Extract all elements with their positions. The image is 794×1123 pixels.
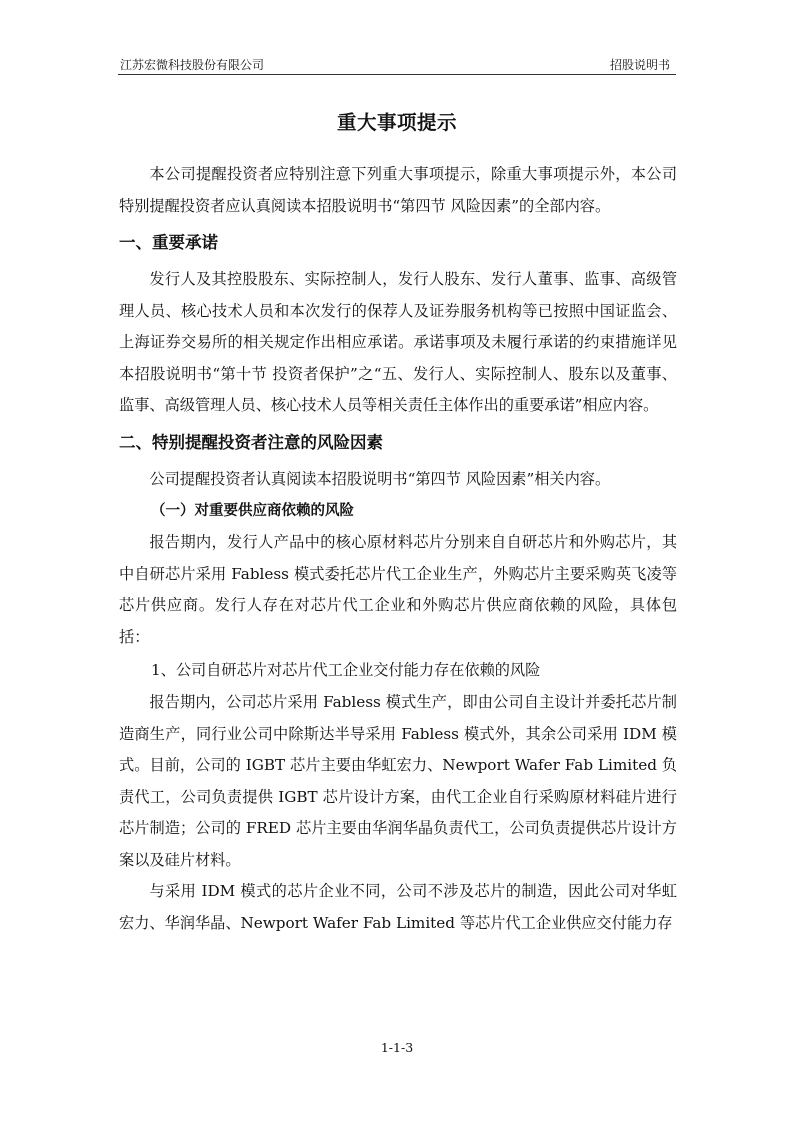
page-title: 重大事项提示 xyxy=(336,111,457,134)
commitments-paragraph: 发行人及其控股股东、实际控制人，发行人股东、发行人董事、监事、高级管理人员、核心技术人员和本次发行的保荐人及证券服务机构等已按照中国证监会、上海证券交易所的相关规定作出相应承诺。承诺事项及未履行承诺的约束措施详见本招股说明书“第十节 投资者保护”之“五、发行人、实际控制人、股东以及董事、监事、高级管理人员、核心技术人员等相关责任主体作出的重要承诺”相应内容。 xyxy=(119,270,677,414)
document-body xyxy=(119,159,677,939)
supplier-dependence-paragraph: 报告期内，发行人产品中的核心原材料芯片分别来自自研芯片和外购芯片，其中自研芯片采用 Fabless 模式委托芯片代工企业生产，外购芯片主要采购英飞凌等芯片供应商。发行人存在对芯片代工企业和外购芯片供应商依赖的风险，具体包括： xyxy=(119,533,677,646)
risk-factors-paragraph: 公司提醒投资者认真阅读本招股说明书“第四节 风险因素”相关内容。 xyxy=(149,469,611,488)
subsection-heading-supplier-dependence: （一）对重要供应商依赖的风险 xyxy=(151,503,354,519)
intro-paragraph: 本公司提醒投资者应特别注意下列重大事项提示，除重大事项提示外，本公司特别提醒投资者应认真阅读本招股说明书“第四节 风险因素”的全部内容。 xyxy=(119,165,677,215)
page-header xyxy=(118,57,676,75)
section-heading-risk-factors: 二、特别提醒投资者注意的风险因素 xyxy=(119,432,383,452)
item-heading-foundry-dependence: 1、公司自研芯片对芯片代工企业交付能力存在依赖的风险 xyxy=(151,661,541,679)
header-company-name: 江苏宏微科技股份有限公司 xyxy=(120,58,265,72)
foundry-dependence-paragraph-1: 报告期内，公司芯片采用 Fabless 模式生产，即由公司自主设计并委托芯片制造商生产，同行业公司中除斯达半导采用 Fabless 模式外，其余公司采用 IDM 模式。目前，公司的 IGBT 芯片主要由华虹宏力、Newport Wafer Fab Limited 负责代工，公司负责提供 IGBT 芯片设计方案，由代工企业自行采购原材料硅片进行芯片制造；公司的 FRED 芯片主要由华润华晶负责代工，公司负责提供芯片设计方案以及硅片材料。 xyxy=(119,693,677,869)
section-heading-commitments: 一、重要承诺 xyxy=(119,233,218,252)
foundry-dependence-paragraph-2: 与采用 IDM 模式的芯片企业不同，公司不涉及芯片的制造，因此公司对华虹宏力、华润华晶、Newport Wafer Fab Limited 等芯片代工企业供应交付能力存 xyxy=(119,882,677,932)
header-document-type: 招股说明书 xyxy=(609,58,670,72)
page-number: 1-1-3 xyxy=(380,1040,414,1055)
